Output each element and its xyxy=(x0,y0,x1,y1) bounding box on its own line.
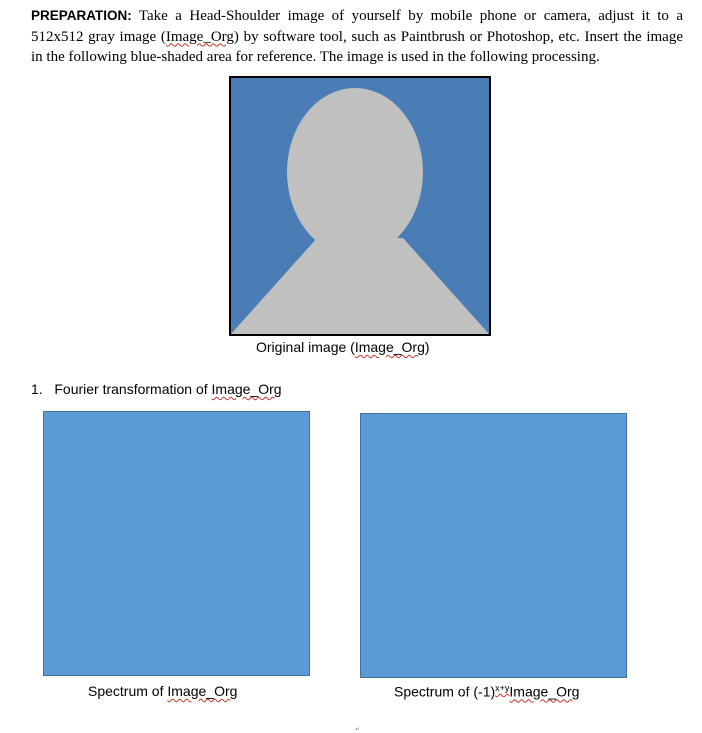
section-1-term: Image_Org xyxy=(211,381,282,397)
original-caption-prefix: Original image ( xyxy=(256,339,355,355)
shifted-spectrum-caption xyxy=(394,683,579,700)
spectrum-image-placeholder xyxy=(43,411,310,676)
original-caption-suffix: ) xyxy=(424,339,430,355)
section-1-heading xyxy=(31,381,282,397)
section-1-number: 1. xyxy=(31,381,43,397)
head-shoulder-silhouette xyxy=(231,78,489,334)
shifted-caption-superscript: x+y xyxy=(495,683,510,693)
preparation-image-org: Image_Org xyxy=(165,28,234,45)
preparation-label: PREPARATION: xyxy=(31,8,132,23)
original-image-placeholder xyxy=(229,76,491,336)
spectrum-caption-term: Image_Org xyxy=(167,683,238,699)
original-caption-term: Image_Org xyxy=(354,339,425,355)
shifted-caption-term: Image_Org xyxy=(509,683,580,700)
shifted-caption-prefix: Spectrum of (-1) xyxy=(394,683,496,700)
paragraph-mark: ↵ xyxy=(355,727,361,733)
original-image-caption xyxy=(256,339,430,355)
preparation-paragraph xyxy=(31,6,683,68)
preparation-text-2: ) by software tool, such as Paintbrush or Photoshop, etc. Insert the image in the following blue-shaded area for reference. The image is used in the following processing. xyxy=(31,28,683,65)
section-1-title: Fourier transformation of xyxy=(54,381,212,397)
spectrum-caption-prefix: Spectrum of xyxy=(88,683,168,699)
preparation-text-1: Take a Head-Shoulder image of yourself by mobile phone or camera, adjust it to a 512x512 gray image ( xyxy=(31,8,683,45)
shifted-spectrum-image-placeholder xyxy=(360,413,627,678)
spectrum-caption xyxy=(88,683,237,699)
